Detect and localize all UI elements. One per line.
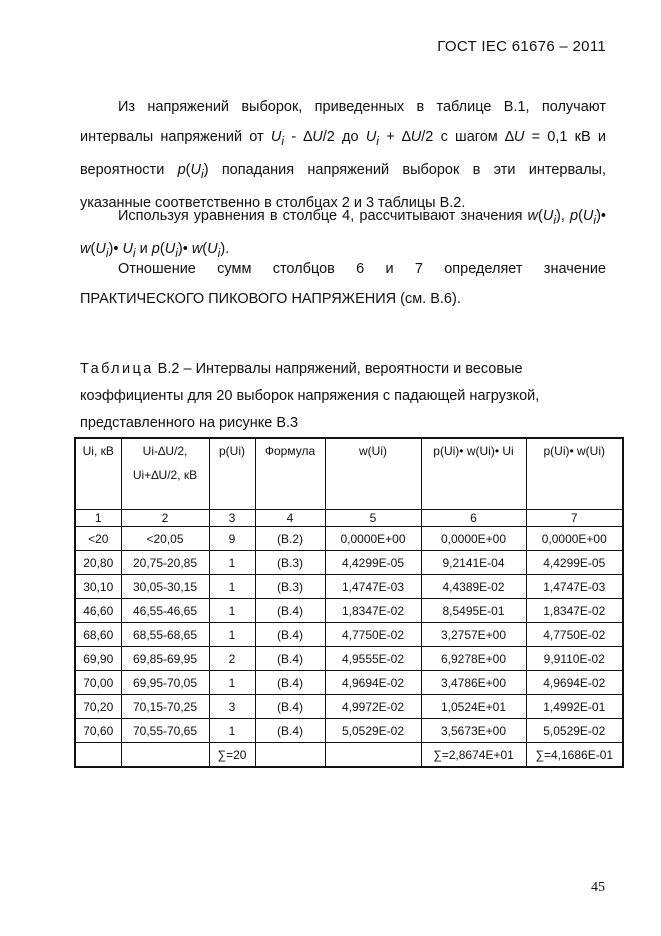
table-cell: 70,55-70,65 <box>121 719 209 743</box>
table-cell: p(Ui)• w(Ui)• Ui <box>421 438 526 510</box>
table-cell: 30,10 <box>75 575 121 599</box>
table-cell: 4,9555E-02 <box>325 647 421 671</box>
table-cell: 1,4747E-03 <box>526 575 623 599</box>
intervals-table <box>74 437 624 768</box>
table-cell <box>255 743 325 768</box>
table-cell: 4 <box>255 510 325 527</box>
table-cell: <20 <box>75 527 121 551</box>
table-cell: 3 <box>209 695 255 719</box>
table-cell: 4,9972E-02 <box>325 695 421 719</box>
table-cell: 0,0000E+00 <box>421 527 526 551</box>
table-cell: 7 <box>526 510 623 527</box>
table-cell: 1 <box>75 510 121 527</box>
table-cell: 4,7750E-02 <box>325 623 421 647</box>
table-cell: 1 <box>209 551 255 575</box>
table-cell: 9 <box>209 527 255 551</box>
table-totals-row <box>75 743 623 768</box>
table-cell: (В.4) <box>255 695 325 719</box>
table-cell: 8,5495E-01 <box>421 599 526 623</box>
table-caption-label: Таблица <box>80 361 154 377</box>
table-cell: (В.4) <box>255 719 325 743</box>
table-cell: Формула <box>255 438 325 510</box>
table-cell: 3 <box>209 510 255 527</box>
table-cell: 4,9694E-02 <box>526 671 623 695</box>
table-cell: 3,5673E+00 <box>421 719 526 743</box>
table-cell: 1 <box>209 599 255 623</box>
table-caption <box>80 356 580 437</box>
table-cell: p(Ui)• w(Ui) <box>526 438 623 510</box>
table-cell: 4,9694E-02 <box>325 671 421 695</box>
table-cell: 68,55-68,65 <box>121 623 209 647</box>
table-cell: 1 <box>209 671 255 695</box>
table-caption-text: В.2 – Интервалы напряжений, вероятности и весовые коэффициенты для 20 выборок напряжения с падающей нагрузкой, представленного на рисунке В.3 <box>80 361 540 431</box>
table-cell: 1,8347E-02 <box>526 599 623 623</box>
table-cell: 70,00 <box>75 671 121 695</box>
table-cell: 1 <box>209 719 255 743</box>
table-cell: 4,7750E-02 <box>526 623 623 647</box>
table-cell: 1,4747E-03 <box>325 575 421 599</box>
table-cell: 2 <box>121 510 209 527</box>
table-cell: (В.3) <box>255 575 325 599</box>
table-row <box>75 719 623 743</box>
table-cell: Ui-∆U/2, Ui+∆U/2, кВ <box>121 438 209 510</box>
table-cell: 5,0529E-02 <box>526 719 623 743</box>
table-cell: <20,05 <box>121 527 209 551</box>
paragraph-intervals: Из напряжений выборок, приведенных в таблице В.1, получают интервалы напряжений от $U_i - \Delta U/2$ до $U_i + \Delta U/2$ с шагом ∆U = 0,1 кВ и вероятности $p(U_i)$ попадания напряжений выборок в эти интервалы, указанные соответственно в столбцах 2 и 3 таблицы В.2. <box>80 99 606 212</box>
table-cell: 2 <box>209 647 255 671</box>
table-cell: 0,0000E+00 <box>325 527 421 551</box>
paragraph-ratio: Отношение сумм столбцов 6 и 7 определяет значение ПРАКТИЧЕСКОГО ПИКОВОГО НАПРЯЖЕНИЯ (см. В.6). <box>80 261 606 307</box>
document-header: ГОСТ IEC 61676 – 2011 <box>437 38 606 55</box>
page-number: 45 <box>591 880 605 895</box>
table-cell: 68,60 <box>75 623 121 647</box>
table-cell: 1,8347E-02 <box>325 599 421 623</box>
table-cell: 6 <box>421 510 526 527</box>
table-cell: (В.4) <box>255 623 325 647</box>
table-cell: p(Ui) <box>209 438 255 510</box>
table-cell: 4,4389E-02 <box>421 575 526 599</box>
table-cell: 1,4992E-01 <box>526 695 623 719</box>
table-cell: 70,60 <box>75 719 121 743</box>
table-cell: 6,9278E+00 <box>421 647 526 671</box>
table-cell: 3,4786E+00 <box>421 671 526 695</box>
table-cell: ∑=4,1686E-01 <box>526 743 623 768</box>
table-column-number-row <box>75 510 623 527</box>
table-cell: 20,80 <box>75 551 121 575</box>
table-cell: 69,90 <box>75 647 121 671</box>
table-cell: 46,60 <box>75 599 121 623</box>
table-cell: (В.2) <box>255 527 325 551</box>
table-cell: (В.4) <box>255 647 325 671</box>
paragraph-equations: Используя уравнения в столбце 4, рассчитывают значения $w(U_i)$, $p(U_i)•$ $w(U_i)•$ $U_i$ и $p(U_i)•$ $w(U_i)$. <box>80 208 606 261</box>
table-cell <box>121 743 209 768</box>
table-row <box>75 623 623 647</box>
table-cell: 20,75-20,85 <box>121 551 209 575</box>
table-cell: 70,20 <box>75 695 121 719</box>
table-row <box>75 575 623 599</box>
table-cell: 70,15-70,25 <box>121 695 209 719</box>
table-cell <box>75 743 121 768</box>
table-cell: ∑=2,8674E+01 <box>421 743 526 768</box>
table-cell: 30,05-30,15 <box>121 575 209 599</box>
table-cell: 4,4299E-05 <box>526 551 623 575</box>
table-cell: (В.4) <box>255 671 325 695</box>
table-cell: 3,2757E+00 <box>421 623 526 647</box>
table-row <box>75 695 623 719</box>
table-row <box>75 551 623 575</box>
table-cell <box>325 743 421 768</box>
table-cell: 5 <box>325 510 421 527</box>
table-cell: 1,0524E+01 <box>421 695 526 719</box>
table-row <box>75 671 623 695</box>
table-cell: w(Ui) <box>325 438 421 510</box>
table-cell: 69,95-70,05 <box>121 671 209 695</box>
table-cell: 46,55-46,65 <box>121 599 209 623</box>
table-cell: 5,0529E-02 <box>325 719 421 743</box>
table-cell: 4,4299E-05 <box>325 551 421 575</box>
table-cell: ∑=20 <box>209 743 255 768</box>
table-cell: 1 <box>209 575 255 599</box>
table-cell: (В.4) <box>255 599 325 623</box>
table-cell: 0,0000E+00 <box>526 527 623 551</box>
table-cell: 9,9110E-02 <box>526 647 623 671</box>
table-row <box>75 527 623 551</box>
table-cell: 69,85-69,95 <box>121 647 209 671</box>
table-cell: (В.3) <box>255 551 325 575</box>
table-row <box>75 647 623 671</box>
table-cell: Ui, кВ <box>75 438 121 510</box>
table-row <box>75 599 623 623</box>
table-cell: 1 <box>209 623 255 647</box>
table-cell: 9,2141E-04 <box>421 551 526 575</box>
table-header-row <box>75 438 623 510</box>
